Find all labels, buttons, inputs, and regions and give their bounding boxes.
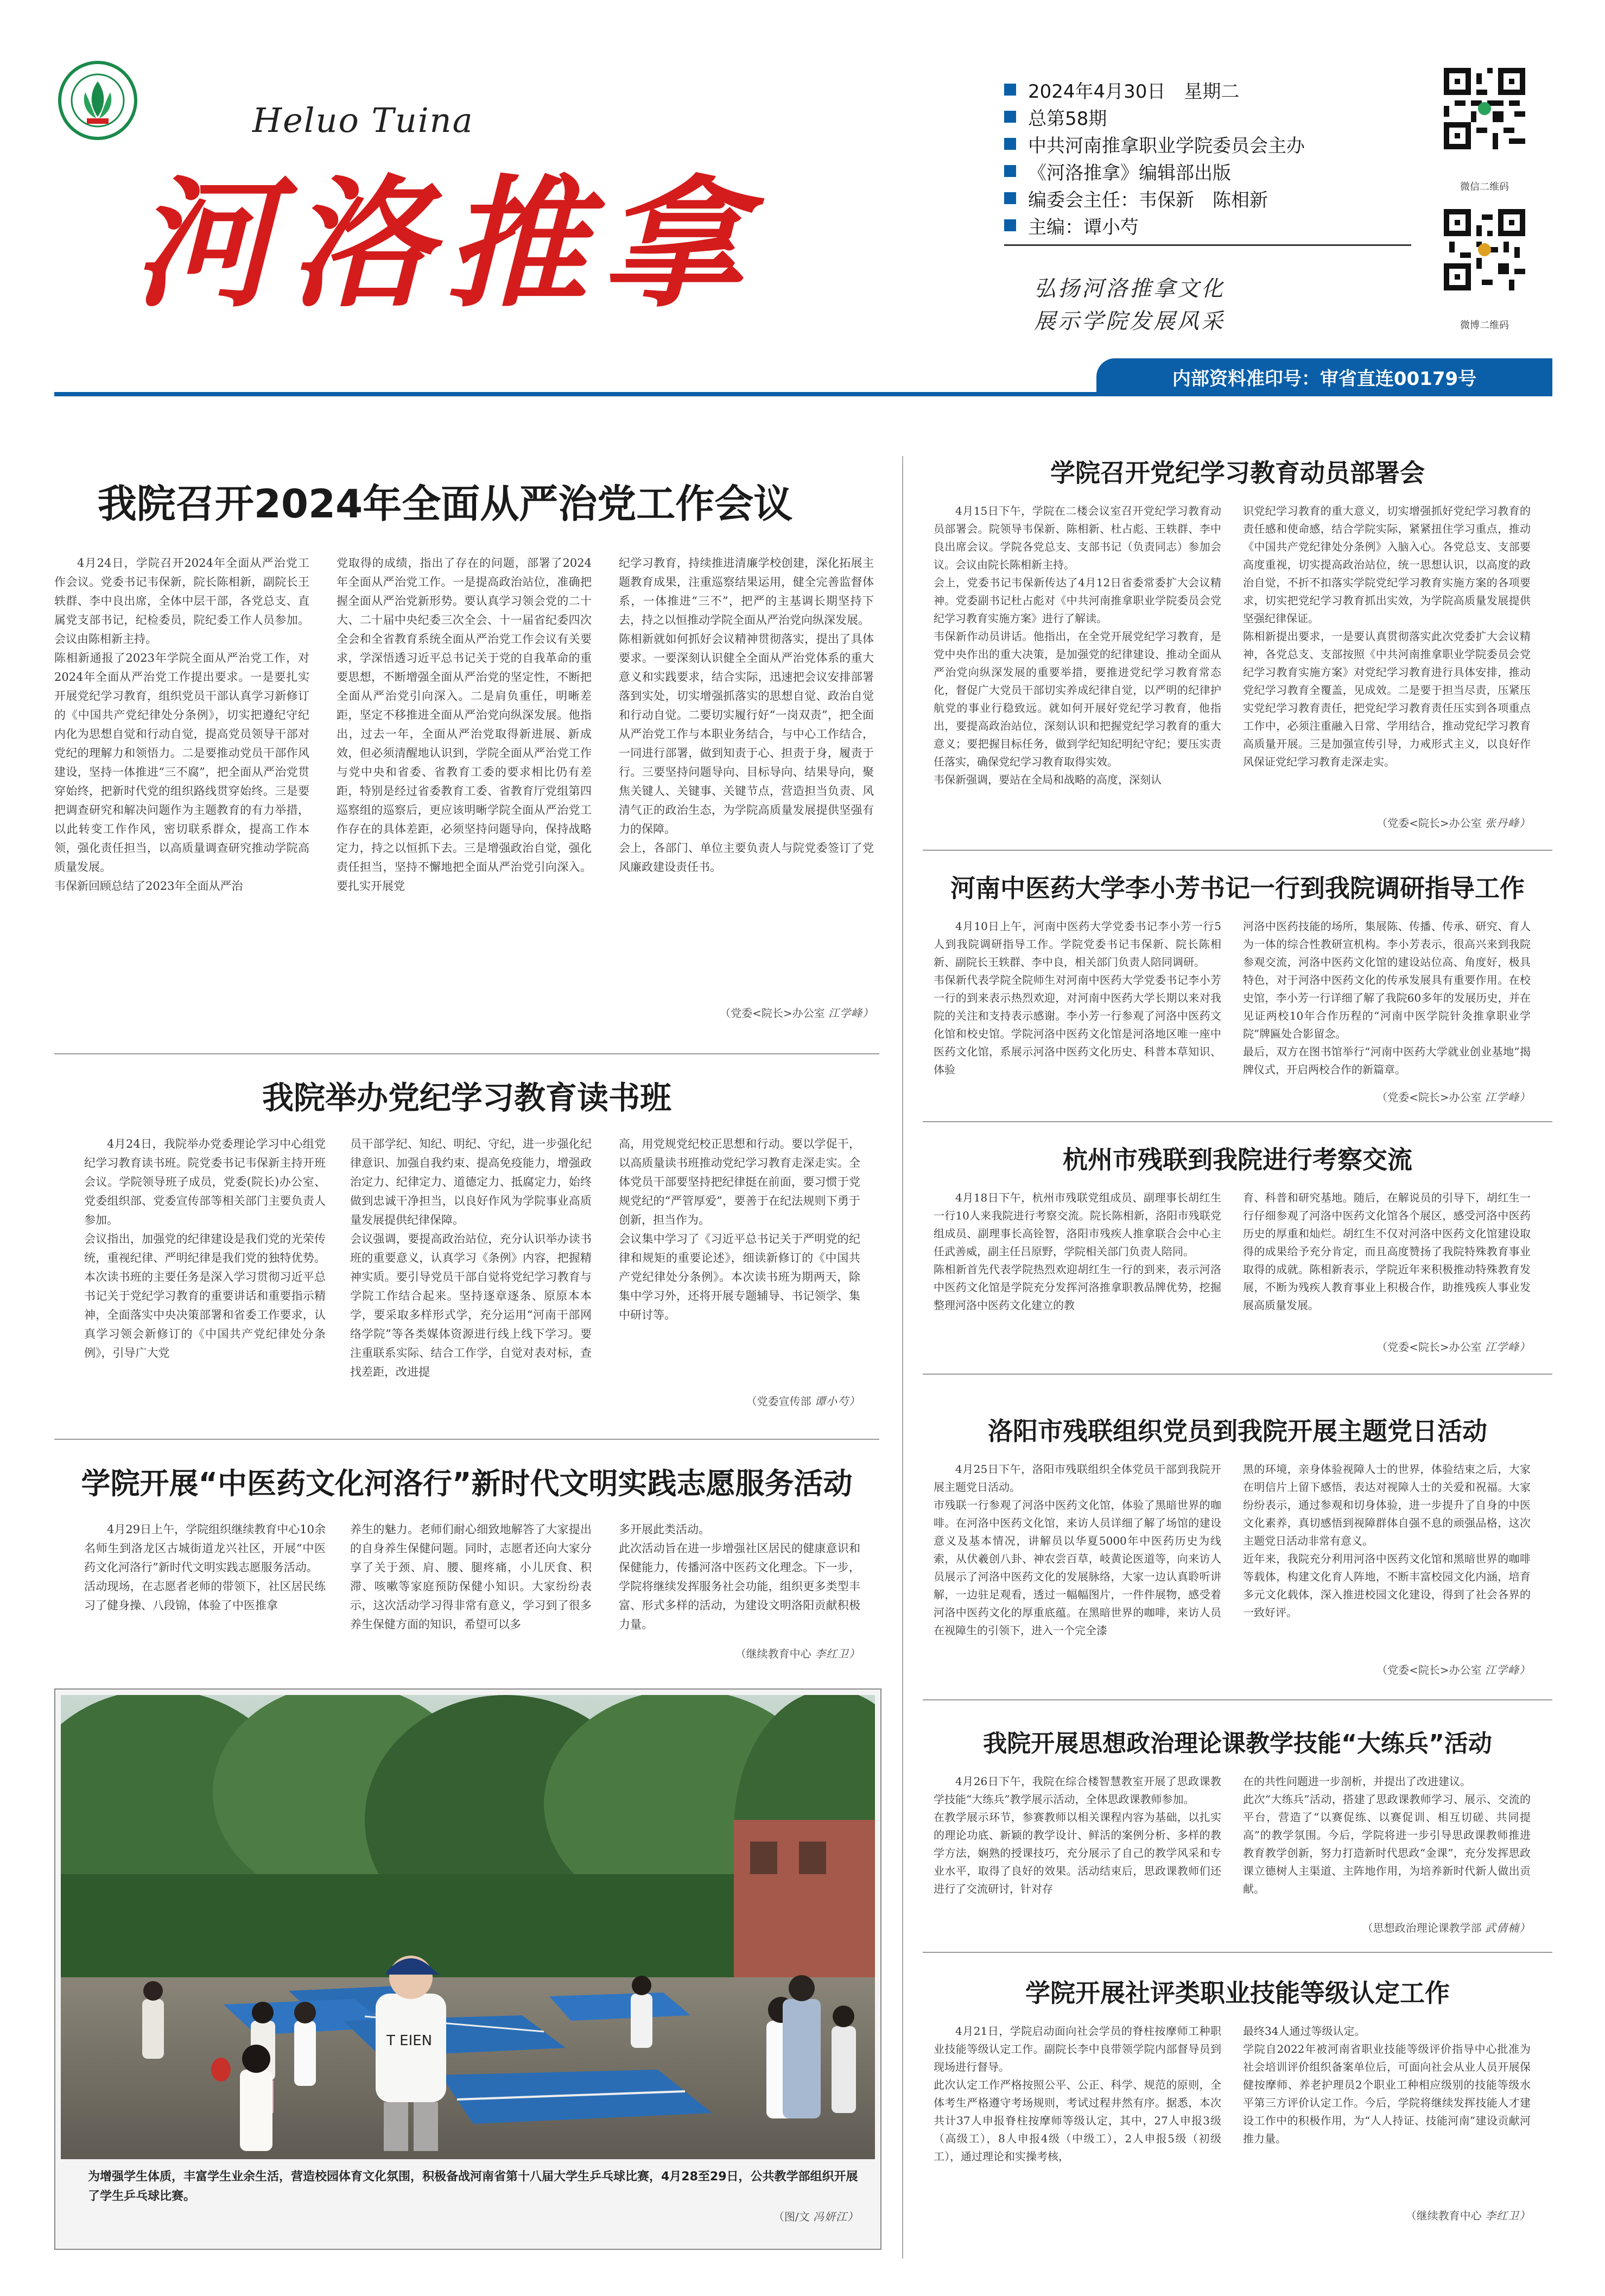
- article-body: 多开展此类活动。 此次活动旨在进一步增强社区居民的健康意识和保健能力，传播河洛中医药文化理念。下一步，学院将继续发挥服务社会功能，组织更多类型丰富、形式多样的活动，为建设文明洛阳贡献积极力量。: [619, 1523, 860, 1631]
- article-title: 我院开展思想政治理论课教学技能“大练兵”活动: [983, 1730, 1492, 1757]
- sponsor: 中共河南推拿职业学院委员会主办: [1004, 130, 1417, 157]
- article-column-1: [934, 2022, 1221, 2234]
- section-divider: [923, 1121, 1552, 1122]
- bullet-square-icon: [1004, 192, 1016, 204]
- article-column-2: [1243, 918, 1531, 1080]
- article-title: 洛阳市残联组织党员到我院开展主题党日活动: [988, 1416, 1487, 1446]
- section-divider: [923, 1952, 1552, 1953]
- article-column-3: [619, 1520, 860, 1634]
- article-body: 纪学习教育，持续推进清廉学校创建，深化拓展主题教育成果，注重巡察结果运用，健全完善监督体系，一体推进“三不”，把严的主基调长期坚持下去，持之以恒推动学院全面从严治党向纵深发展。 陈相新就如何抓好会议精神贯彻落实，提出了具体要求。一要深刻认识健全全面从严治党体系的重大意义和实践要求，结合实际，迅速把会议安排部署落到实处，切实增强抓落实的思想自觉、政治自觉和行动自觉。二要切实履行好“一岗双责”，把全面从严治党工作与本职业务结合，与中心工作结合，一同进行部署，做到知责于心、担责于身，履责于行。三要坚持问题导向、目标导向、结果导向，聚焦关键人、关键事、关键节点，营造担当负责、风清气正的政治生态，为学院高质量发展提供坚强有力的保障。 会上，各部门、单位主要负责人与院党委签订了党风廉政建设责任书。: [619, 556, 874, 874]
- article-signature: （党委<院长>办公室 江学峰）: [1376, 1340, 1531, 1353]
- article-column-1: [934, 1460, 1221, 1688]
- article-title: 学院开展“中医药文化河洛行”新时代文明实践志愿服务活动: [81, 1466, 853, 1501]
- permit-text: 内部资料准印号：审省直连00179号: [1172, 368, 1477, 390]
- article-body: 河洛中医药技能的场所，集展陈、传播、传承、研究、育人为一体的综合性教研宣机构。李小芳表示，很高兴来到我院参观交流，河洛中医药文化馆的建设站位高、角度好，极具特色，对于河洛中医药文化的传承发展具有重要作用。在校史馆，李小芳一行详细了解了我院60多年的发展历史，并在见证两校10年合作历程的“河南中医学院针灸推拿职业学院”牌匾处合影留念。 最后，双方在图书馆举行“河南中医药大学就业创业基地”揭牌仪式，开启两校合作的新篇章。: [1243, 920, 1531, 1076]
- page-column-divider: [902, 456, 903, 2259]
- article-signature: （党委<院长>办公室 江学峰）: [720, 1007, 874, 1020]
- weibo-qr-caption: 微博二维码: [1460, 320, 1509, 331]
- bullet-square-icon: [1004, 219, 1016, 231]
- qr-code-icon: [1444, 209, 1525, 290]
- permit-bar: [1096, 358, 1552, 395]
- article-body: 识党纪学习教育的重大意义，切实增强抓好党纪学习教育的责任感和使命感，结合学院实际，紧紧扭住学习重点，推动《中国共产党纪律处分条例》入脑入心。各党总支、支部要高度重视，切实提高政治站位，统一思想认识，以高度的政治自觉，不折不扣落实学院党纪学习教育实施方案的各项要求，切实把党纪学习教育抓出实效，为学院高质量发展提供坚强纪律保证。 陈相新提出要求，一是要认真贯彻落实此次党委扩大会议精神，各党总支、支部按照《中共河南推拿职业学院委员会党纪学习教育实施方案》对党纪学习教育进行具体安排，推动党纪学习教育全覆盖，见成效。二是要于担当尽责，压紧压实党纪学习教育责任，把党纪学习教育责任压实到各项重点工作中，必须注重融入日常、学用结合，推动党纪学习教育高质量开展。三是加强宣传引导，力戒形式主义，以良好作风保证党纪学习教育走深走实。: [1243, 504, 1531, 768]
- article-body: 党取得的成绩，指出了存在的问题，部署了2024年全面从严治党工作。一是提高政治站位，准确把握全面从严治党新形势。要认真学习领会党的二十大、二十届中央纪委三次全会、十一届省纪委四次全会和全省教育系统全面从严治党工作会议有关要求，学深悟透习近平总书记关于党的自我革命的重要思想，不断增强全面从严治党的坚定性，不断把全面从严治党引向深入。二是肩负重任，明晰差距，坚定不移推进全面从严治党向纵深发展。他指出，过去一年，全面从严治党取得新进展、新成效，但必须清醒地认识到，学院全面从严治党工作与党中央和省委、省教育工委的要求相比仍有差距，特别是经过省委教育工委、省教育厅党组第四巡察组的巡察后，更应该明晰学院全面从严治党工作存在的具体差距，必须坚持问题导向，保持战略定力，持之以恒抓下去。三是增强政治自觉，强化责任担当，坚持不懈地把全面从严治党引向深入。要扎实开展党: [337, 556, 592, 893]
- bullet-square-icon: [1004, 165, 1016, 177]
- article-title: 河南中医药大学李小芳书记一行到我院调研指导工作: [950, 874, 1525, 903]
- article-body: 4月10日上午，河南中医药大学党委书记李小芳一行5人到我院调研指导工作。学院党委书记韦保新、院长陈相新、副院长王轶群、李中良，相关部门负责人陪同调研。 韦保新代表学院全院师生对河南中医药大学党委书记李小芳一行的到来表示热烈欢迎，对河南中医药大学长期以来对我院的关注和支持表示感谢。李小芳一行参观了河洛中医药文化馆和校史馆。学院河洛中医药文化馆是河洛地区唯一座中医药文化馆，系展示河洛中医药文化历史、科普本草知识、体验: [934, 920, 1221, 1076]
- article-column-2: [337, 554, 592, 1042]
- issue-info-list: [1004, 76, 1417, 239]
- slogan-line2: 展示学院发展风采: [1034, 309, 1225, 334]
- article-column-1: [54, 554, 309, 1042]
- article-signature: （继续教育中心 李红卫）: [1405, 2209, 1531, 2222]
- article-signature: （继续教育中心 李红卫）: [735, 1647, 860, 1660]
- section-divider: [54, 1053, 879, 1054]
- article-body: 高，用党规党纪校正思想和行动。要以学促干，以高质量读书班推动党纪学习教育走深走实。全体党员干部要坚持把纪律挺在前面，要习惯于党规党纪的“严管厚爱”，要善于在纪法规则下勇于创新，担当作为。 会议集中学习了《习近平总书记关于严明党的纪律和规矩的重要论述》，细读新修订的《中国共产党纪律处分条例》。本次读书班为期两天，除集中学习外，还将开展专题辅导、书记领学、集中研讨等。: [619, 1137, 860, 1321]
- article-signature: （党委<院长>办公室 江学峰）: [1376, 1091, 1531, 1104]
- article-body: 4月29日上午，学院组织继续教育中心10余名师生到洛龙区古城街道龙兴社区，开展“中医药文化河洛行”新时代文明实践志愿服务活动。 活动现场，在志愿者老师的带领下，社区居民练习了健身操、八段锦，体验了中医推拿: [84, 1523, 326, 1612]
- bullet-square-icon: [1004, 138, 1016, 150]
- weibo-qr-code[interactable]: [1444, 209, 1525, 290]
- issue-date: 2024年4月30日 星期二: [1004, 76, 1417, 103]
- article-column-3: [619, 1135, 860, 1379]
- slogan-line1: 弘扬河洛推拿文化: [1034, 276, 1225, 301]
- article-column-1: [84, 1520, 326, 1672]
- photo-credit: （图/文 冯妍江）: [773, 2210, 859, 2223]
- article-column-2: [1243, 502, 1531, 806]
- article-body: 4月24日，我院举办党委理论学习中心组党纪学习教育读书班。院党委书记韦保新主持开班会议。学院领导班子成员，党委(院长)办公室、党委组织部、党委宣传部等相关部门主要负责人参加。 会议指出，加强党的纪律建设是我们党的光荣传统，重视纪律、严明纪律是我们党的独特优势。本次读书班的主要任务是深入学习贯彻习近平总书记关于党纪学习教育的重要讲话和重要指示精神，全面落实中央决策部署和省委工作要求，认真学习领会新修订的《中国共产党纪律处分条例》，引导广大党: [84, 1137, 326, 1359]
- article-title: 学院开展社评类职业技能等级认定工作: [1025, 1978, 1450, 2008]
- article-column-1: [934, 1773, 1221, 1936]
- article-signature: （党委<院长>办公室 张丹峰）: [1376, 817, 1531, 830]
- section-divider: [54, 1439, 879, 1440]
- article-body: 4月15日下午，学院在二楼会议室召开党纪学习教育动员部署会。院领导韦保新、陈相新、杜占彪、王轶群、李中良出席会议。学院各党总支、支部书记（负责同志）参加会议。会议由院长陈相新主持。 会上，党委书记韦保新传达了4月12日省委常委扩大会议精神。党委副书记杜占彪对《中共河南推拿职业学院委员会党纪学习教育实施方案》进行了解读。 韦保新作动员讲话。他指出，在全党开展党纪学习教育，是党中央作出的重大决策，是加强党的纪律建设、推动全面从严治党向纵深发展的重要举措，要推进党纪学习教育常态化，督促广大党员干部切实养成纪律自觉，以严明的纪律护航党的事业行稳致远。就如何开展好党纪学习教育，他指出，要提高政治站位，深刻认识和把握党纪学习教育的重大意义；要把握目标任务，做到学纪知纪明纪守纪；要压实责任落实，确保党纪学习教育取得实效。 韦保新强调，要站在全局和战略的高度，深刻认: [934, 504, 1221, 786]
- article-body: 员干部学纪、知纪、明纪、守纪，进一步强化纪律意识、加强自我约束、提高免疫能力，增强政治定力、纪律定力、道德定力、抵腐定力，始终做到忠诚干净担当，以良好作风为学院事业高质量发展提供纪律保障。 会议强调，要提高政治站位，充分认识举办读书班的重要意义，认真学习《条例》内容，把握精神实质。要引导党员干部自觉将党纪学习教育与学院工作结合起来。坚持逐章逐条、原原本本学，要采取多样形式学，充分运用“河南干部网络学院”等各类媒体资源进行线上线下学习。要注重联系实际、结合工作学，自觉对表对标，查找差距，改进提: [350, 1137, 592, 1378]
- masthead-pinyin: Heluo Tuina: [252, 100, 474, 140]
- photo-caption-text: 为增强学生体质，丰富学生业余生活，营造校园体育文化氛围，积极备战河南省第十八届大学生乒乓球比赛，4月28至29日，公共教学部组织开展了学生乒乓球比赛。: [88, 2170, 858, 2203]
- article-column-1: [934, 1189, 1221, 1352]
- photo-caption: [88, 2167, 859, 2206]
- bullet-square-icon: [1004, 111, 1016, 123]
- editorial-director: 编委会主任：韦保新 陈相新: [1004, 185, 1417, 212]
- school-logo-icon: [57, 60, 138, 141]
- wechat-qr-code[interactable]: [1444, 68, 1525, 149]
- article-column-2: [1243, 1189, 1531, 1333]
- article-signature: （思想政治理论课教学部 武倩楠）: [1362, 1921, 1531, 1934]
- article-title: 学院召开党纪学习教育动员部署会: [1050, 458, 1425, 488]
- article-signature: （党委<院长>办公室 江学峰）: [1376, 1664, 1531, 1677]
- info-divider: [1004, 244, 1411, 246]
- issue-number: 总第58期: [1004, 103, 1417, 130]
- article-column-2: [1243, 1460, 1531, 1656]
- shirt-print: T EIEN: [386, 2033, 433, 2049]
- article-body: 4月21日，学院启动面向社会学员的脊柱按摩师工种职业技能等级认定工作。副院长李中良带领学院内部督导员到现场进行督导。 此次认定工作严格按照公平、公正、科学、规范的原则，全体考生严格遵守考场规则，考试过程井然有序。据悉，本次共计37人申报脊柱按摩师等级认定，其中，27人申报3级（高级工），8人申报4级（中级工），2人申报5级（初级工），通过理论和实操考核，: [934, 2025, 1221, 2163]
- school-logo: [57, 60, 138, 141]
- masthead: [0, 0, 1605, 402]
- article-column-3: [619, 554, 874, 999]
- article-body: 最终34人通过等级认定。 学院自2022年被河南省职业技能等级评价指导中心批准为社会培训评价组织备案单位后，可面向社会从业人员开展保健按摩师、养老护理员2个职业工种相应级别的技能等级水平第三方评价认定工作。今后，学院将继续发挥技能人才建设工作中的积极作用，为“人人持证、技能河南”建设贡献河推力量。: [1243, 2025, 1531, 2145]
- article-column-2: [350, 1520, 592, 1672]
- article-column-2: [350, 1135, 592, 1417]
- article-title: 杭州市残联到我院进行考察交流: [1063, 1145, 1412, 1174]
- masthead-title: 河洛推拿: [133, 161, 758, 327]
- article-title: 我院召开2024年全面从严治党工作会议: [97, 481, 793, 527]
- publisher: 《河洛推拿》编辑部出版: [1004, 157, 1417, 185]
- article-body: 养生的魅力。老师们耐心细致地解答了大家提出的自身养生保健问题。同时，志愿者还向大家分享了关于颈、肩、腰、腿疼痛，小儿厌食、积滞、咳嗽等家庭预防保健小知识。大家纷纷表示，这次活动学习得非常有意义，学习到了很多养生保健方面的知识，希望可以多: [350, 1523, 592, 1631]
- wechat-qr-caption: 微信二维码: [1460, 181, 1509, 193]
- table-tennis-photo: [61, 1695, 875, 2159]
- article-body: 4月18日下午，杭州市残联党组成员、副理事长胡红生一行10人来我院进行考察交流。院长陈相新，洛阳市残联党组成员、副理事长高铨智，洛阳市残疾人推拿联合会中心主任武善威，副主任吕原野，学院相关部门负责人陪同。 陈相新首先代表学院热烈欢迎胡红生一行的到来，表示河洛中医药文化馆是学院充分发挥河洛推拿职教品牌优势，挖掘整理河洛中医药文化建立的教: [934, 1191, 1221, 1312]
- article-body: 4月26日下午，我院在综合楼智慧教室开展了思政课教学技能“大练兵”教学展示活动，全体思政课教师参加。 在教学展示环节，参赛教师以相关课程内容为基础，以扎实的理论功底、新颖的教学设计、鲜活的案例分析、多样的教学方法，娴熟的授课技巧，充分展示了自己的教学风采和专业水平，取得了良好的效果。活动结束后，思政课教师们还进行了交流研讨，针对存: [934, 1775, 1221, 1895]
- qr-code-icon: [1444, 68, 1525, 149]
- photo-frame: [54, 1688, 881, 2250]
- chief-editor: 主编：谭小芍: [1004, 212, 1417, 239]
- article-body: 在的共性问题进一步剖析，并提出了改进建议。 此次“大练兵”活动，搭建了思政课教师学习、展示、交流的平台，营造了“以赛促练、以赛促训、相互切磋、共同提高”的教学氛围。今后，学院将进一步引导思政课教师推进教育教学创新，努力打造新时代思政“金课”，充分发挥思政课立德树人主渠道、主阵地作用，为培养新时代新人做出贡献。: [1243, 1775, 1531, 1895]
- article-column-1: [84, 1135, 326, 1417]
- article-column-1: [934, 918, 1221, 1108]
- section-divider: [923, 850, 1552, 851]
- section-divider: [923, 1374, 1552, 1375]
- article-body: 4月24日，学院召开2024年全面从严治党工作会议。党委书记韦保新，院长陈相新，副院长王轶群、李中良出席，全体中层干部，各党总支、直属党支部书记，纪检委员，院纪委工作人员参加。会议由陈相新主持。 陈相新通报了2023年学院全面从严治党工作，对2024年全面从严治党工作提出要求。一是要扎实开展党纪学习教育，组织党员干部认真学习新修订的《中国共产党纪律处分条例》，切实把遵纪守纪内化为思想自觉和行动自觉，提高党员领导干部对党纪的理解力和领悟力。二是要推动党员干部作风建设，坚持一体推进“三不腐”，把全面从严治党贯穿始终，把新时代党的组织路线贯穿始终。三是要把调查研究和解决问题作为主题教育的有力举措，以此转变工作作风，密切联系群众，提高工作本领，强化责任担当，以高质量调查研究推动学院高质量发展。 韦保新回顾总结了2023年全面从严治: [54, 556, 309, 893]
- article-body: 黑的环境，亲身体验视障人士的世界，体验结束之后，大家在明信片上留下感悟，表达对视障人士的关爱和祝福。大家纷纷表示，通过参观和切身体验，进一步提升了自身的中医文化素养，真切感悟到视障群体自强不息的顽强品格，这次主题党日活动非常有意义。 近年来，我院充分利用河洛中医药文化馆和黑暗世界的咖啡等载体，构建文化育人阵地，不断丰富校园文化内涵，培育多元文化载体，深入推进校园文化建设，得到了社会各界的一致好评。: [1243, 1463, 1531, 1619]
- article-column-2: [1243, 1773, 1531, 1917]
- section-divider: [923, 1699, 1552, 1700]
- article-column-1: [934, 502, 1221, 839]
- article-title: 我院举办党纪学习教育读书班: [262, 1079, 671, 1116]
- article-signature: （党委宣传部 谭小芍）: [746, 1395, 860, 1408]
- article-column-2: [1243, 2022, 1531, 2202]
- bullet-square-icon: [1004, 84, 1016, 96]
- article-body: 育、科普和研究基地。随后，在解说员的引导下，胡红生一行仔细参观了河洛中医药文化馆各个展区，感受河洛中医药历史的厚重和灿烂。胡红生不仅对河洛中医药文化馆建设取得的成果给予充分肯定，而且高度赞扬了我院特殊教育事业取得的成就。陈相新表示，学院近年来积极推动特殊教育发展，不断为残疾人教育事业上积极合作，助推残疾人事业发展高质量发展。: [1243, 1191, 1531, 1312]
- article-body: 4月25日下午，洛阳市残联组织全体党员干部到我院开展主题党日活动。 市残联一行参观了河洛中医药文化馆，体验了黑暗世界的咖啡。在河洛中医药文化馆，来访人员详细了解了场馆的建设意义及基本情况，讲解员以华夏5000年中医药历史为线索，从伏羲创八卦、神农尝百草，岐黄论医道等，向来访人员展示了河洛中医药文化的发展脉络，大家一边认真聆听讲解，一边驻足观看，透过一幅幅图片，一件件展物，感受着河洛中医药文化的厚重底蕴。在黑暗世界的咖啡，来访人员在视障生的引领下，进入一个完全漆: [934, 1463, 1221, 1637]
